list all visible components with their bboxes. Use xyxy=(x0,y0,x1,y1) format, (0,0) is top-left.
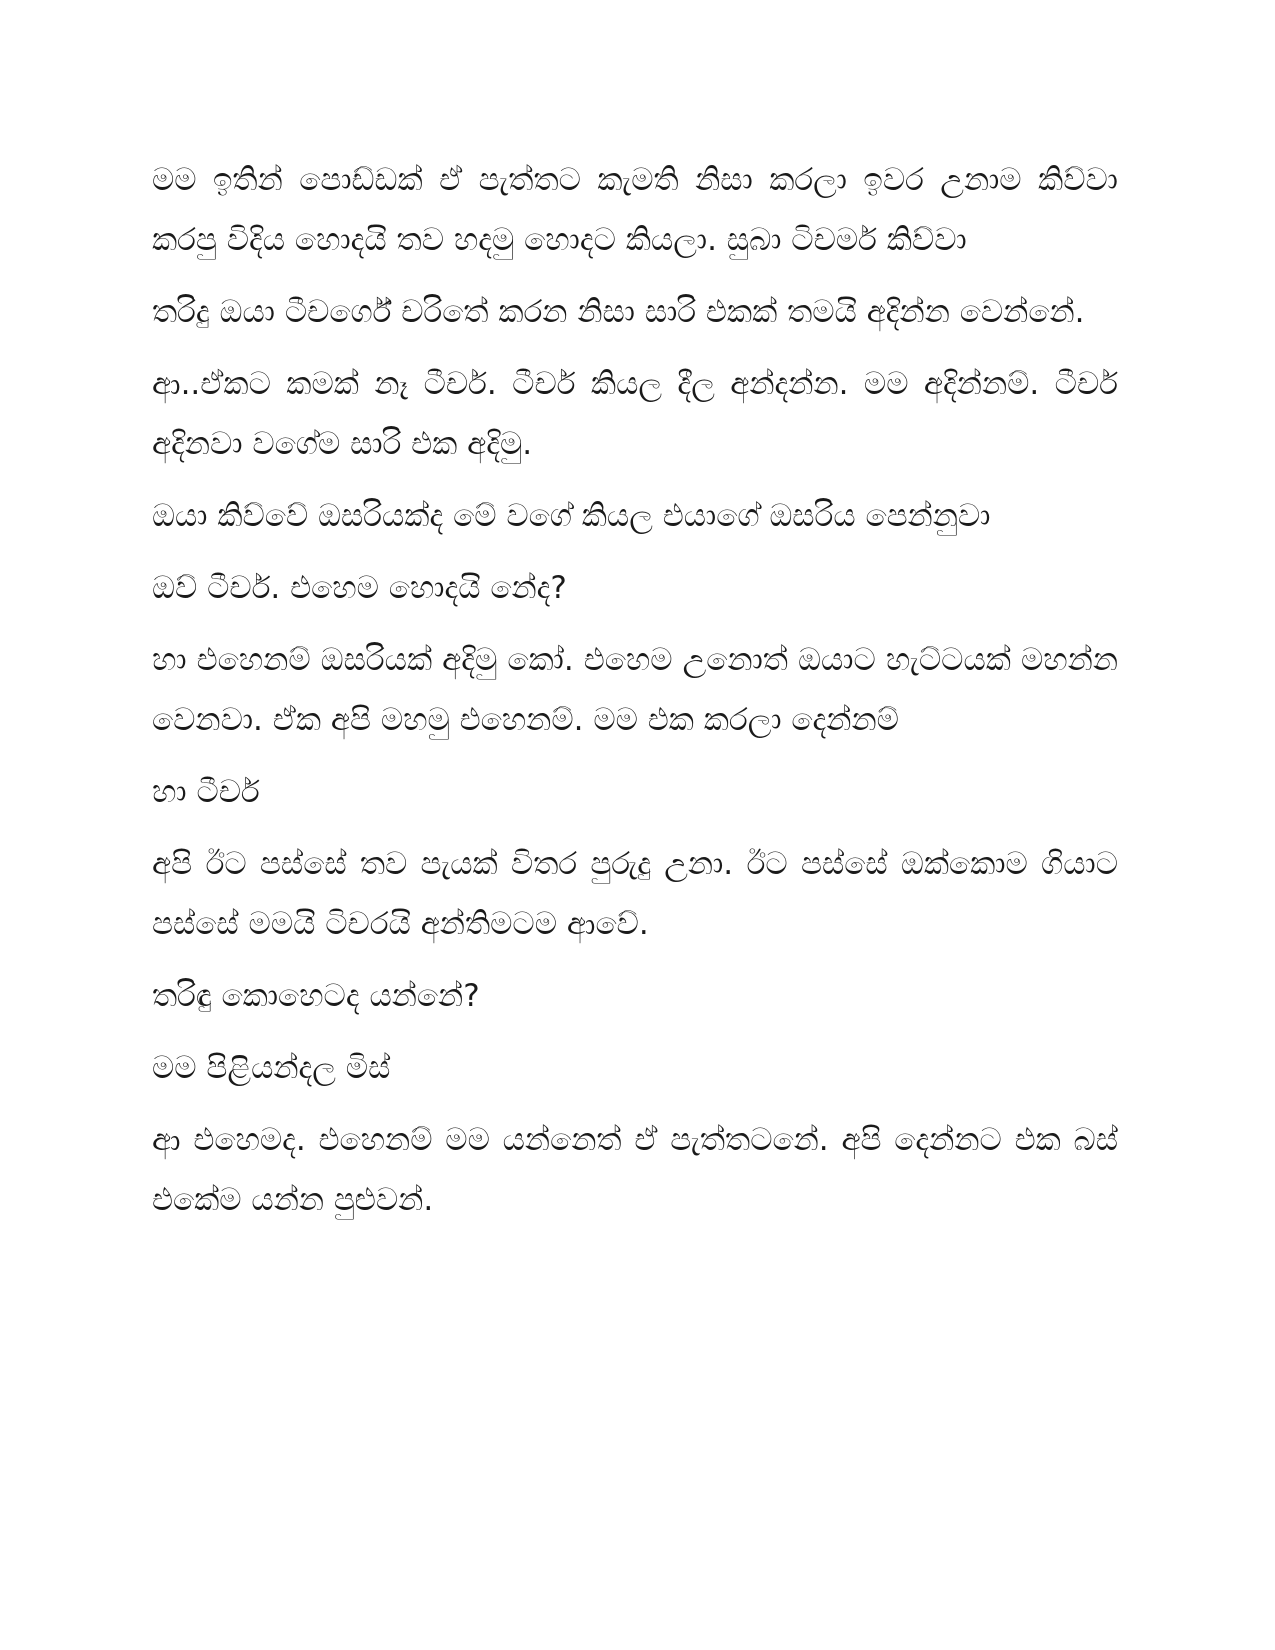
paragraph-9: තරිඳු කොහෙටද යන්නේ? xyxy=(152,978,480,1014)
paragraph-11: ආ එහෙමද. එහෙනම් මම යන්නෙත් ඒ පැත්තටනේ. අපි දෙන්නට එක බස් එකේම යන්න පුළුවන්. xyxy=(152,1122,1118,1218)
paragraph-10: මම පිළියන්දල මිස් xyxy=(152,1050,391,1086)
paragraph-4: ඔයා කිව්වේ ඔසරියක්ද මේ වගේ කියල එයාගේ ඔසරිය පෙන්නුවා xyxy=(152,498,991,534)
paragraph-2: තරිදු ඔයා ටීචර්ගේ චරිතේ කරන නිසා සාරි එකක් තමයි අදින්න වෙන්නේ. xyxy=(152,294,1085,330)
paragraph-3: ආ..ඒකට කමක් නෑ ටීචර්. ටීචර් කියල දීල අන්දන්න. මම අදින්නම්. ටීචර් අදිනවා වගේම සාරි එක අදිමු. xyxy=(152,366,1118,462)
paragraph-7: හා ටීචර් xyxy=(152,774,260,810)
paragraph-1: මම ඉතින් පොඩ්ඩක් ඒ පැත්තට කැමති නිසා කරලා ඉවර උනාම කිව්වා කරපු විදිය හොදයි තව හදමු හොදට කියලා. සුබා ටිචර්ම කිව්වා xyxy=(152,162,1118,258)
paragraph-5: ඔව් ටීචර්. එහෙම හොදයි නේද? xyxy=(152,570,567,606)
story-text xyxy=(152,150,1118,1230)
paragraph-8: අපි ඊට පස්සේ තව පැයක් විතර පුරුදු උනා. ඊට පස්සේ ඔක්කොම ගියාට පස්සේ මමයි ටිචරයි අන්තිමටම ආවේ. xyxy=(152,846,1118,942)
paragraph-6: හා එහෙනම් ඔසරියක් අදිමු කෝ. එහෙම උනොත් ඔයාට හැට්ටයක් මහන්න වෙනවා. ඒක අපි මහමු එහෙනම්. මම එක කරලා දෙන්නම් xyxy=(152,642,1118,738)
